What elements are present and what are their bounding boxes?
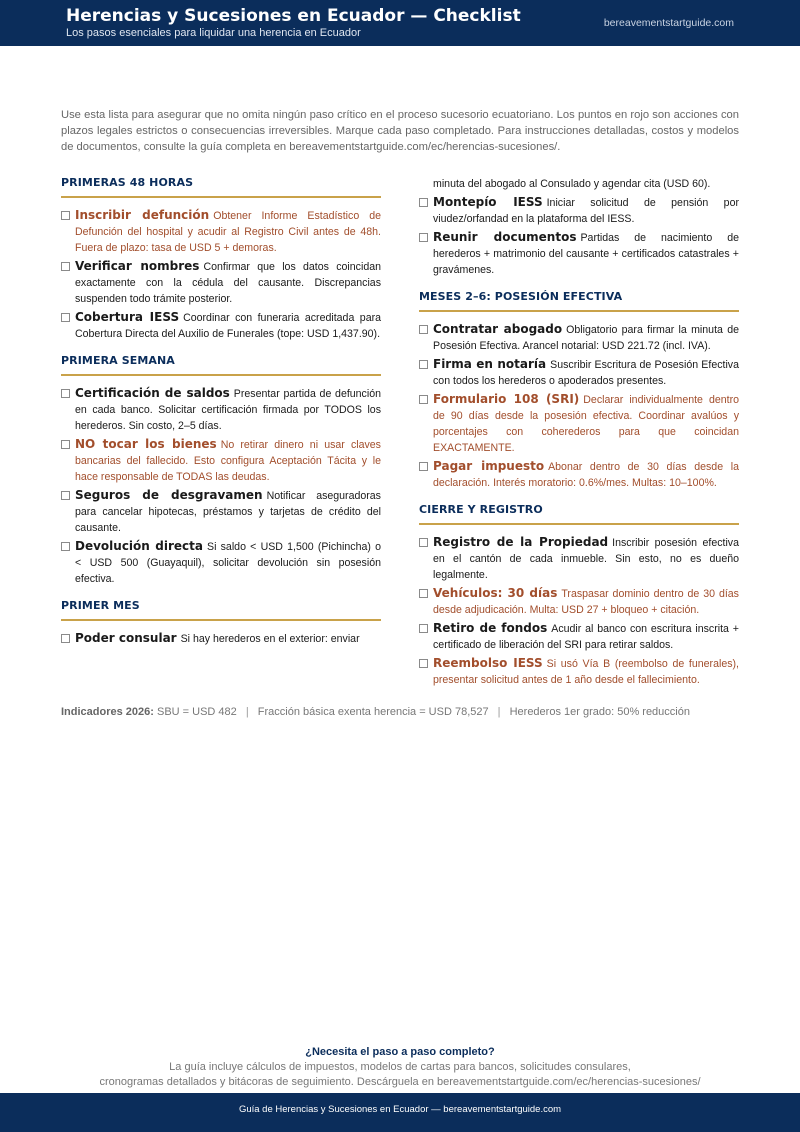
section-first-month-continued [419,176,739,278]
checklist-item-description: Si hay herederos en el exterior: enviar [180,633,360,645]
checklist-item-description: Obligatorio para firmar la minuta de Posesión Efectiva. Arancel notarial: USD 221.72 (incl. IVA). [433,324,740,352]
checklist [61,630,381,647]
checklist-item [419,655,739,688]
checkbox[interactable] [419,659,428,668]
checklist-item [61,207,381,256]
page-footer: Guía de Herencias y Sucesiones en Ecuador — bereavementstartguide.com [0,1093,800,1132]
indicator-value: Herederos 1er grado: 50% reducción [509,706,690,718]
checklist [61,385,381,587]
page-title: Herencias y Sucesiones en Ecuador — Checklist [66,6,521,26]
section-first-week [61,354,381,587]
checklist-item-description: Coordinar con funeraria acreditada para Cobertura Directa del Auxilio de Funerales (tope: USD 1,437.90). [75,312,382,340]
checklist-item-name: Montepío IESS [433,195,543,209]
cta-line: La guía incluye cálculos de impuestos, modelos de cartas para bancos, solicitudes consulares, [169,1061,631,1073]
header-site: bereavementstartguide.com [603,17,734,29]
checklist-item-name: Reembolso IESS [433,656,543,670]
checkbox[interactable] [419,198,428,207]
checklist-item [61,538,381,587]
checklist-item-name: Vehículos: 30 días [433,586,558,600]
checklist-item-name: Verificar nombres [75,259,200,273]
checklist-item-name: Firma en notaría [433,357,547,371]
checkbox[interactable] [61,542,70,551]
checklist-item-description: Si usó Vía B (reembolso de funerales), presentar solicitud antes de 1 año desde el fallecimiento. [433,658,739,686]
checkbox[interactable] [419,395,428,404]
checklist-item-description: Confirmar que los datos coincidan exactamente con la cédula del causante. Discrepancias suspenden todo trámite posterior. [75,261,381,305]
separator: | [245,706,249,718]
checklist-item [419,585,739,618]
page-header [0,0,800,46]
intro-text: Use esta lista para asegurar que no omita ningún paso crítico en el proceso sucesorio ecuatoriano. Los puntos en rojo son acciones con plazos legales estrictos o consecuencias irreversibles. Marque cada paso completado. Para instrucciones detalladas, costos y modelos de documentos, consulte la guía completa en bereavementstartguide.com/ec/herencias-sucesiones/. [61,109,739,153]
checkbox[interactable] [419,325,428,334]
section-first-month [61,599,381,647]
checklist-item-description: No retirar dinero ni usar claves bancarias del fallecido. Esto configura Aceptación Tácita y le hace responsable de TODAS las deudas. [75,439,381,483]
checkbox[interactable] [61,211,70,220]
checkbox[interactable] [419,233,428,242]
separator: | [497,706,501,718]
checkbox[interactable] [419,624,428,633]
section-first-48-hours [61,176,381,342]
checklist [419,534,739,688]
list-item-continuation: minuta del abogado al Consulado y agendar cita (USD 60). [433,178,711,190]
checklist-item-name: Retiro de fondos [433,621,548,635]
checklist-item-description: Si saldo < USD 1,500 (Pichincha) o < USD 500 (Guayaquil), solicitar devolución sin posesión efectiva. [75,541,381,585]
checkbox[interactable] [419,462,428,471]
checklist-item [419,194,739,227]
checklist [419,194,739,278]
indicator-value: Fracción básica exenta herencia = USD 78,527 [257,706,489,718]
checklist-item-description: Presentar partida de defunción en cada banco. Solicitar certificación firmada por TODOS los herederos. Sin costo, 2–5 días. [75,388,381,432]
checklist-item [61,385,381,434]
checkbox[interactable] [61,634,70,643]
checkbox[interactable] [419,360,428,369]
section-title: CIERRE Y REGISTRO [419,503,739,525]
checkbox[interactable] [61,262,70,271]
page-subtitle: Los pasos esenciales para liquidar una herencia en Ecuador [66,27,361,39]
cta-block [0,1045,800,1090]
checkbox[interactable] [61,389,70,398]
checklist-item [419,229,739,278]
cta-line: cronogramas detallados y bitácoras de seguimiento. Descárguela en bereavementstartguide.com/ec/herencias-sucesiones/ [99,1076,701,1088]
checklist-item-name: Registro de la Propiedad [433,535,609,549]
checklist-item [419,620,739,653]
indicators-label: Indicadores 2026: [61,706,154,718]
checkbox[interactable] [61,313,70,322]
checkbox[interactable] [419,589,428,598]
checklist-item-name: Certificación de saldos [75,386,230,400]
checklist [419,321,739,491]
checklist-item-description: Abonar dentro de 30 días desde la declaración. Interés moratorio: 0.6%/mes. Multas: 10–100%. [433,461,739,489]
section-title: PRIMERAS 48 HORAS [61,176,381,198]
checklist-item-name: Contratar abogado [433,322,563,336]
checklist-item-description: Suscribir Escritura de Posesión Efectiva con todos los herederos o apoderados presentes. [433,359,739,387]
checklist-item-name: Cobertura IESS [75,310,180,324]
checklist-item-description: Inscribir posesión efectiva en el cantón de cada inmueble. Sin esto, no es dueño legalmente. [433,537,740,581]
checklist-item-name: Reunir documentos [433,230,577,244]
checkbox[interactable] [419,538,428,547]
section-title: PRIMERA SEMANA [61,354,381,376]
right-column [419,176,739,700]
checklist-item-description: Iniciar solicitud de pensión por viudez/orfandad en la plataforma del IESS. [433,197,739,225]
checkbox[interactable] [61,491,70,500]
left-column [61,176,381,659]
checklist-item [419,458,739,491]
checklist-item [419,321,739,354]
checklist-item-name: Seguros de desgravamen [75,488,263,502]
checklist-item [61,630,381,647]
checklist-item-description: Obtener Informe Estadístico de Defunción del hospital y acudir al Registro Civil antes de 48h. Fuera de plazo: tasa de USD 5 + demoras. [75,210,381,254]
checklist-item-name: Poder consular [75,631,177,645]
checklist-item [419,534,739,583]
checklist-item [61,258,381,307]
checklist-item [419,391,739,456]
section-title: PRIMER MES [61,599,381,621]
cta-title: ¿Necesita el paso a paso completo? [305,1046,495,1058]
checklist-item-name: Inscribir defunción [75,208,210,222]
checklist [61,207,381,342]
checkbox[interactable] [61,440,70,449]
checklist-item-description: Acudir al banco con escritura inscrita + certificado de liberación del SRI para retirar saldos. [433,623,739,651]
checklist-item [61,309,381,342]
checklist-item-name: Devolución directa [75,539,203,553]
checklist-item-name: Formulario 108 (SRI) [433,392,580,406]
indicator-value: SBU = USD 482 [157,706,237,718]
checklist-item-name: NO tocar los bienes [75,437,217,451]
checklist-item [61,487,381,536]
section-title: MESES 2–6: POSESIÓN EFECTIVA [419,290,739,312]
checklist-item-description: Notificar aseguradoras para cancelar hipotecas, préstamos y tarjetas de crédito del causante. [75,490,381,534]
checklist-item-description: Partidas de nacimiento de herederos + matrimonio del causante + certificados catastrales + gravámenes. [433,232,739,276]
checklist-item [61,436,381,485]
section-months-2-6 [419,290,739,491]
checklist-item-name: Pagar impuesto [433,459,545,473]
checklist-item [419,356,739,389]
checklist-item-description: Traspasar dominio dentro de 30 días desde adjudicación. Multa: USD 27 + bloqueo + citación. [433,588,739,616]
section-closing [419,503,739,688]
checklist-item-description: Declarar individualmente dentro de 90 días desde la posesión efectiva. Coordinar avalúos y porcentajes con coherederos para que coincidan EXACTAMENTE. [433,394,739,454]
indicators-bar [61,706,690,718]
